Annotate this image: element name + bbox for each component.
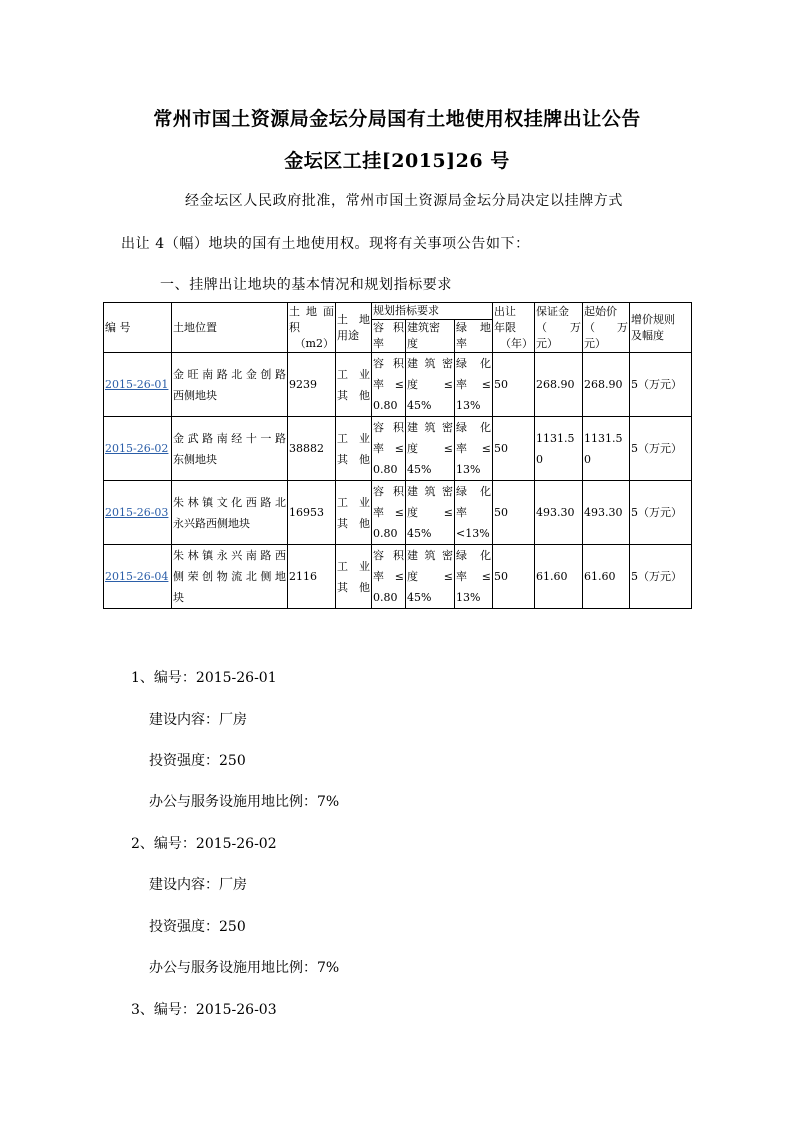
far-line: 率 ≤	[373, 506, 404, 519]
term-cell: 50	[493, 417, 535, 481]
header-deposit-b: （ 万	[536, 320, 581, 334]
green-line: 绿 化	[456, 421, 491, 434]
green-value: <13%	[456, 527, 490, 540]
use-line: 其他	[337, 580, 370, 594]
use-cell	[336, 353, 372, 417]
land-parcel-table	[103, 302, 692, 609]
increment-cell: 5（万元）	[630, 545, 692, 609]
density-cell	[406, 417, 455, 481]
density-line: 度 ≤	[407, 378, 453, 391]
parcel-code-link[interactable]: 2015-26-01	[105, 378, 169, 391]
far-value: 0.80	[373, 463, 398, 476]
item-office-ratio: 办公与服务设施用地比例：7%	[149, 794, 340, 810]
parcel-code-link[interactable]: 2015-26-02	[105, 442, 169, 455]
far-line: 容 积	[373, 549, 404, 562]
header-term-a: 出让	[494, 304, 516, 318]
item-number: 1、编号：2015-26-01	[131, 670, 277, 686]
far-line: 容 积	[373, 485, 404, 498]
header-code: 编 号	[104, 303, 172, 353]
item-number: 2、编号：2015-26-02	[131, 836, 277, 852]
header-deposit-c: 元）	[536, 336, 558, 350]
density-line: 度 ≤	[407, 506, 453, 519]
density-line: 建筑密	[407, 357, 453, 370]
far-line: 容 积	[373, 357, 404, 370]
far-line: 率 ≤	[373, 378, 404, 391]
table-row	[104, 545, 692, 609]
header-use	[336, 303, 372, 353]
parcel-code-link[interactable]: 2015-26-03	[105, 506, 169, 519]
use-line: 工业	[337, 367, 370, 381]
parcel-code-cell[interactable]	[104, 353, 172, 417]
green-cell	[455, 545, 493, 609]
area-cell: 38882	[288, 417, 336, 481]
item-investment: 投资强度：250	[149, 919, 246, 935]
density-cell	[406, 545, 455, 609]
use-line: 其他	[337, 388, 370, 402]
item-number: 3、编号：2015-26-03	[131, 1002, 277, 1018]
location-cell	[172, 481, 288, 545]
green-line: 率 ≤	[456, 378, 491, 391]
header-far-a: 容 积	[373, 321, 404, 334]
location-line: 朱林镇文化西路北	[173, 495, 286, 509]
far-value: 0.80	[373, 527, 398, 540]
density-line: 建筑密	[407, 485, 453, 498]
density-cell	[406, 481, 455, 545]
header-location: 土地位置	[172, 303, 288, 353]
header-start-c: 元）	[584, 336, 606, 350]
green-value: 13%	[456, 463, 481, 476]
density-line: 建筑密	[407, 549, 453, 562]
header-deposit-a: 保证金	[536, 304, 569, 318]
location-cell	[172, 353, 288, 417]
parcel-code-cell[interactable]	[104, 481, 172, 545]
table-header-row	[104, 303, 692, 320]
header-incr-b: 及幅度	[631, 328, 664, 342]
density-value: 45%	[407, 463, 432, 476]
header-start-b: （ 万	[584, 320, 628, 334]
area-cell: 2116	[288, 545, 336, 609]
location-line: 西侧地块	[173, 388, 217, 402]
header-green-b: 率	[456, 337, 467, 350]
item-investment: 投资强度：250	[149, 753, 246, 769]
green-value: 13%	[456, 591, 481, 604]
green-cell	[455, 417, 493, 481]
use-cell	[336, 481, 372, 545]
green-line: 率 ≤	[456, 442, 491, 455]
use-cell	[336, 545, 372, 609]
increment-cell: 5（万元）	[630, 417, 692, 481]
location-line: 块	[173, 591, 184, 604]
item-content: 建设内容：厂房	[149, 877, 247, 893]
use-line: 工业	[337, 495, 370, 509]
deposit-cell: 61.60	[535, 545, 583, 609]
header-density-b: 度	[407, 337, 418, 350]
far-line: 率 ≤	[373, 570, 404, 583]
use-line: 其他	[337, 516, 370, 530]
use-line: 工业	[337, 559, 370, 573]
green-cell	[455, 481, 493, 545]
use-line: 其他	[337, 452, 370, 466]
parcel-code-link[interactable]: 2015-26-04	[105, 570, 169, 583]
header-use-b: 用途	[337, 328, 359, 342]
start-price-cell: 493.30	[583, 481, 630, 545]
deposit-cell: 493.30	[535, 481, 583, 545]
header-area	[288, 303, 336, 353]
header-plan: 规划指标要求	[372, 303, 493, 320]
location-line: 侧荣创物流北侧地	[173, 570, 286, 583]
header-term-c: （年）	[500, 336, 533, 350]
header-start-price	[583, 303, 630, 353]
intro-paragraph-line1: 经金坛区人民政府批准，常州市国土资源局金坛分局决定以挂牌方式	[185, 193, 623, 209]
document-number: 金坛区工挂[2015]26 号	[284, 150, 510, 172]
deposit-cell: 1131.50	[535, 417, 583, 481]
density-value: 45%	[407, 527, 432, 540]
header-deposit	[535, 303, 583, 353]
term-cell: 50	[493, 353, 535, 417]
location-cell	[172, 417, 288, 481]
density-value: 45%	[407, 399, 432, 412]
header-start-a: 起始价	[584, 304, 617, 318]
density-cell	[406, 353, 455, 417]
header-green-a: 绿 地	[456, 321, 491, 334]
increment-cell: 5（万元）	[630, 353, 692, 417]
table-row	[104, 353, 692, 417]
density-line: 建筑密	[407, 421, 453, 434]
header-use-a: 土 地	[337, 312, 370, 326]
far-line: 容 积	[373, 421, 404, 434]
parcel-code-cell[interactable]	[104, 417, 172, 481]
location-line: 朱林镇永兴南路西	[173, 549, 286, 562]
far-value: 0.80	[373, 591, 398, 604]
density-line: 度 ≤	[407, 570, 453, 583]
green-value: 13%	[456, 399, 481, 412]
deposit-cell: 268.90	[535, 353, 583, 417]
location-cell	[172, 545, 288, 609]
green-line: 率	[456, 506, 467, 519]
document-title: 常州市国土资源局金坛分局国有土地使用权挂牌出让公告	[153, 108, 641, 130]
density-value: 45%	[407, 591, 432, 604]
term-cell: 50	[493, 545, 535, 609]
header-area-b: 积	[289, 320, 300, 334]
area-cell: 9239	[288, 353, 336, 417]
far-cell	[372, 417, 406, 481]
green-line: 率 ≤	[456, 570, 491, 583]
far-cell	[372, 353, 406, 417]
green-line: 绿 化	[456, 549, 491, 562]
green-cell	[455, 353, 493, 417]
start-price-cell: 268.90	[583, 353, 630, 417]
header-increment	[630, 303, 692, 353]
location-line: 金武路南经十一路	[173, 431, 286, 445]
start-price-cell: 1131.50	[583, 417, 630, 481]
item-content: 建设内容：厂房	[149, 712, 247, 728]
table-row	[104, 481, 692, 545]
header-far-b: 率	[373, 337, 384, 350]
green-line: 绿 化	[456, 485, 491, 498]
header-density-a: 建筑密	[407, 321, 440, 334]
header-density	[406, 320, 455, 353]
density-line: 度 ≤	[407, 442, 453, 455]
table-row	[104, 417, 692, 481]
term-cell: 50	[493, 481, 535, 545]
location-line: 金旺南路北金创路	[173, 367, 286, 381]
green-line: 绿 化	[456, 357, 491, 370]
header-incr-a: 增价规则	[631, 312, 675, 326]
header-green	[455, 320, 493, 353]
far-cell	[372, 545, 406, 609]
header-far	[372, 320, 406, 353]
header-term	[493, 303, 535, 353]
use-line: 工业	[337, 431, 370, 445]
parcel-code-cell[interactable]	[104, 545, 172, 609]
increment-cell: 5（万元）	[630, 481, 692, 545]
header-area-a: 土 地 面	[289, 304, 334, 318]
far-line: 率 ≤	[373, 442, 404, 455]
location-line: 永兴路西侧地块	[173, 516, 250, 530]
area-cell: 16953	[288, 481, 336, 545]
header-term-b: 年限	[494, 320, 516, 334]
header-area-c: （m2）	[294, 336, 334, 350]
far-value: 0.80	[373, 399, 398, 412]
location-line: 东侧地块	[173, 452, 217, 466]
intro-paragraph-line2: 出让 4（幅）地块的国有土地使用权。现将有关事项公告如下：	[121, 236, 530, 252]
use-cell	[336, 417, 372, 481]
section-heading-1: 一、挂牌出让地块的基本情况和规划指标要求	[160, 277, 452, 293]
start-price-cell: 61.60	[583, 545, 630, 609]
item-office-ratio: 办公与服务设施用地比例：7%	[149, 960, 340, 976]
far-cell	[372, 481, 406, 545]
